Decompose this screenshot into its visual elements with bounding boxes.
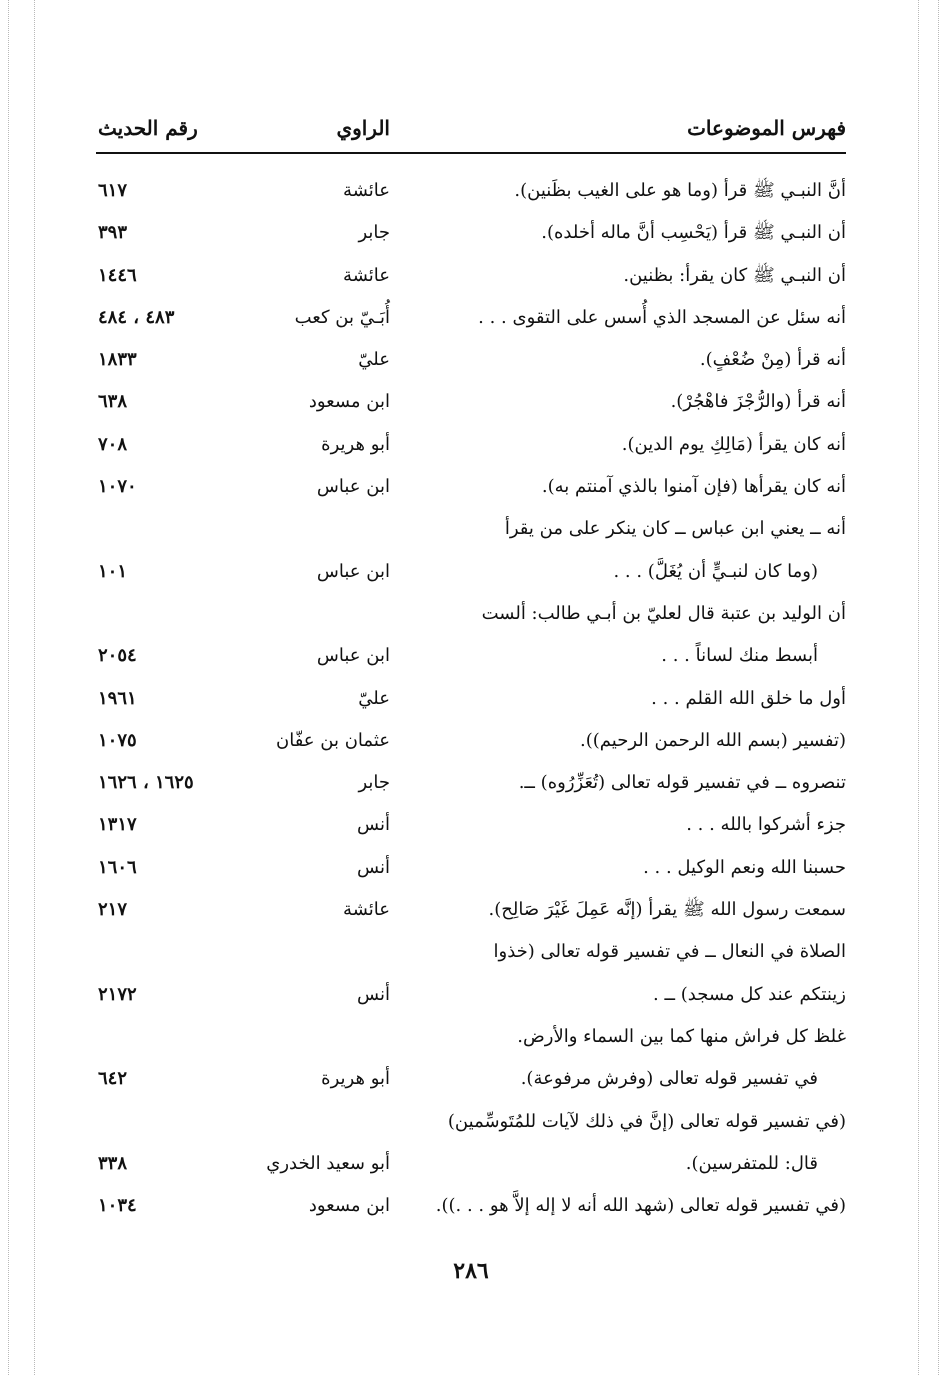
row-topic: أنه قرأ (مِنْ ضُعْفٍ).: [699, 349, 846, 371]
index-row: [96, 170, 846, 212]
row-topic: أن النبـي ﷺ كان يقرأ: بظنين.: [623, 264, 846, 286]
header-topic: فهرس الموضوعات: [687, 116, 846, 140]
scan-edge-right-inner: [938, 0, 939, 1375]
row-topic: أن النبـي ﷺ قرأ (يَحْسِب أنَّ ماله أخلده).: [541, 222, 846, 244]
index-row: [96, 762, 846, 804]
index-row: [96, 931, 846, 973]
index-page: [96, 100, 846, 1300]
row-narrator: أُبَـيّ بن كعب: [294, 306, 390, 328]
row-narrator: عثمان بن عفّان: [276, 729, 390, 751]
row-hadith-number: ٦٤٢: [98, 1068, 128, 1090]
row-narrator: ابن عباس: [316, 560, 390, 582]
row-hadith-number: ١٠٣٤: [98, 1195, 137, 1217]
index-row: [96, 1101, 846, 1143]
row-topic: قال: للمتفرسين).: [685, 1152, 818, 1174]
row-hadith-number: ٣٩٣: [98, 222, 128, 244]
row-topic: أن الوليد بن عتبة قال لعليّ بن أبـي طالب: ألست: [481, 602, 846, 624]
row-topic: (تفسير (بسم الله الرحمن الرحيم)).: [580, 729, 846, 751]
index-row: [96, 593, 846, 635]
scan-edge-right: [918, 0, 919, 1375]
row-narrator: أبو هريرة: [321, 1068, 390, 1090]
index-row: [96, 466, 846, 508]
row-narrator: ابن عباس: [316, 645, 390, 667]
header-hadith-number: رقم الحديث: [98, 116, 198, 140]
table-header: [96, 110, 846, 150]
row-hadith-number: ١٦٢٥ ، ١٦٢٦: [98, 772, 194, 794]
row-topic: (في تفسير قوله تعالى (إنَّ في ذلك لآيات للمُتَوسِّمين): [447, 1110, 846, 1132]
row-hadith-number: ١٤٤٦: [98, 264, 137, 286]
row-topic: أنَّ النبـي ﷺ قرأ (وما هو على الغيب بظَنين).: [514, 180, 846, 201]
row-hadith-number: ١٨٣٣: [98, 349, 137, 371]
row-narrator: عائشة: [343, 180, 390, 201]
row-narrator: أنس: [357, 856, 390, 878]
index-row: [96, 212, 846, 254]
row-narrator: أبو هريرة: [321, 433, 390, 455]
row-topic: أول ما خلق الله القلم . . .: [651, 687, 846, 709]
index-row: [96, 678, 846, 720]
row-narrator: عليّ: [358, 349, 390, 371]
index-row: [96, 635, 846, 677]
index-row: [96, 255, 846, 297]
row-hadith-number: ١٦٠٦: [98, 856, 137, 878]
row-topic: أنه ــ يعني ابن عباس ــ كان ينكر على من يقرأ: [504, 518, 846, 540]
scan-edge-left: [8, 0, 9, 1375]
row-topic: زينتكم عند كل مسجد) ــ .: [653, 983, 846, 1005]
row-topic: في تفسير قوله تعالى (وفرش مرفوعة).: [520, 1068, 818, 1090]
row-narrator: جابر: [358, 772, 390, 794]
row-hadith-number: ١٠٧٠: [98, 476, 137, 498]
row-hadith-number: ٧٠٨: [98, 433, 128, 455]
row-topic: أنه كان يقرأها (فإن آمنوا بالذي آمنتم به).: [541, 476, 846, 498]
index-row: [96, 720, 846, 762]
index-row: [96, 297, 846, 339]
index-row: [96, 381, 846, 423]
row-narrator: عائشة: [343, 899, 390, 921]
row-narrator: أبو سعيد الخدري: [266, 1152, 390, 1174]
row-hadith-number: ٢١٧٢: [98, 983, 137, 1005]
row-hadith-number: ١٠١: [98, 560, 128, 582]
row-hadith-number: ٤٨٣ ، ٤٨٤: [98, 306, 175, 328]
index-row: [96, 551, 846, 593]
scan-edge-left-inner: [34, 0, 35, 1375]
row-narrator: عليّ: [358, 687, 390, 709]
row-topic: تنصروه ــ في تفسير قوله تعالى (تُعَزِّرُوه) ــ.: [518, 772, 846, 794]
row-hadith-number: ٢١٧: [98, 899, 128, 921]
row-topic: أبسط منك لساناً . . .: [661, 645, 818, 667]
index-row: [96, 424, 846, 466]
row-hadith-number: ٣٣٨: [98, 1152, 128, 1174]
page-number: ٢٨٦: [453, 1258, 489, 1284]
row-narrator: ابن مسعود: [308, 1195, 390, 1217]
row-hadith-number: ١٩٦١: [98, 687, 137, 709]
index-rows: [96, 170, 846, 1227]
header-rule: [96, 152, 846, 154]
row-topic: جزء أشركوا بالله . . .: [686, 814, 846, 836]
index-row: [96, 1185, 846, 1227]
row-topic: سمعت رسول الله ﷺ يقرأ (إنَّه عَمِلَ غَيْرَ صَالِح).: [488, 899, 846, 921]
index-row: [96, 889, 846, 931]
index-row: [96, 508, 846, 550]
row-hadith-number: ٦٣٨: [98, 391, 128, 413]
row-narrator: ابن عباس: [316, 476, 390, 498]
row-narrator: عائشة: [343, 264, 390, 286]
row-hadith-number: ٢٠٥٤: [98, 645, 137, 667]
row-narrator: جابر: [358, 222, 390, 244]
index-row: [96, 339, 846, 381]
row-topic: (وما كان لنبـيٍّ أن يُغَلَّ) . . .: [613, 560, 818, 582]
row-topic: غلظ كل فراش منها كما بين السماء والأرض.: [517, 1025, 846, 1047]
row-topic: حسبنا الله ونعم الوكيل . . .: [643, 856, 846, 878]
row-hadith-number: ١٠٧٥: [98, 729, 137, 751]
index-row: [96, 1058, 846, 1100]
row-narrator: ابن مسعود: [308, 391, 390, 413]
index-row: [96, 974, 846, 1016]
row-topic: أنه قرأ (والرُّجْزَ فاهْجُرْ).: [670, 391, 846, 413]
index-row: [96, 1016, 846, 1058]
row-topic: (في تفسير قوله تعالى (شهد الله أنه لا إله إلاَّ هو . . .)).: [435, 1195, 846, 1217]
header-narrator: الراوي: [336, 116, 390, 140]
row-hadith-number: ٦١٧: [98, 180, 128, 201]
row-topic: أنه سئل عن المسجد الذي أُسس على التقوى . . .: [478, 306, 846, 328]
row-topic: الصلاة في النعال ــ في تفسير قوله تعالى (خذوا: [493, 941, 846, 963]
index-row: [96, 1143, 846, 1185]
row-hadith-number: ١٣١٧: [98, 814, 137, 836]
row-topic: أنه كان يقرأ (مَالِكِ يوم الدين).: [621, 433, 846, 455]
row-narrator: أنس: [357, 983, 390, 1005]
row-narrator: أنس: [357, 814, 390, 836]
index-row: [96, 847, 846, 889]
index-row: [96, 804, 846, 846]
